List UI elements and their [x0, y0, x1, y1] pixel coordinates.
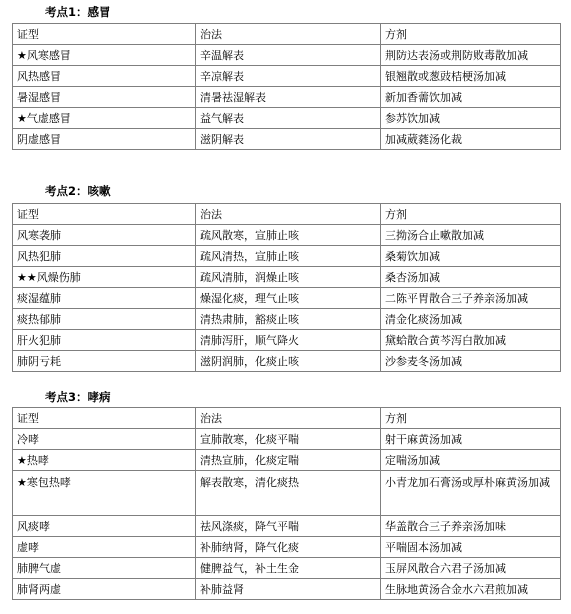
column-header: 方剂 [381, 24, 561, 45]
table-body [13, 204, 561, 372]
syndrome-cell: 肺肾两虚 [13, 579, 196, 600]
formula-cell: 荆防达表汤或荆防败毒散加减 [381, 45, 561, 66]
table-header-row [13, 24, 561, 45]
formula-cell: 加减葳蕤汤化裁 [381, 129, 561, 150]
column-header: 证型 [13, 408, 196, 429]
column-header: 治法 [196, 204, 381, 225]
treatment-cell: 燥湿化痰，理气止咳 [196, 288, 381, 309]
column-header: 证型 [13, 204, 196, 225]
treatment-cell: 清肺泻肝，顺气降火 [196, 330, 381, 351]
formula-cell: 清金化痰汤加减 [381, 309, 561, 330]
table-body [13, 24, 561, 150]
syndrome-cell: ★气虚感冒 [13, 108, 196, 129]
treatment-cell: 疏风清热，宣肺止咳 [196, 246, 381, 267]
table-row [13, 66, 561, 87]
column-header: 方剂 [381, 408, 561, 429]
table-row [13, 45, 561, 66]
syndrome-cell: 风热犯肺 [13, 246, 196, 267]
syndrome-cell: 风寒袭肺 [13, 225, 196, 246]
table-row [13, 309, 561, 330]
treatment-cell: 祛风涤痰，降气平喘 [196, 516, 381, 537]
formula-cell: 玉屏风散合六君子汤加减 [381, 558, 561, 579]
formula-cell: 黛蛤散合黄芩泻白散加减 [381, 330, 561, 351]
table-row [13, 351, 561, 372]
formula-cell: 平喘固本汤加减 [381, 537, 561, 558]
formula-cell: 新加香薷饮加减 [381, 87, 561, 108]
table-row [13, 330, 561, 351]
syndrome-cell: 阴虚感冒 [13, 129, 196, 150]
column-header: 证型 [13, 24, 196, 45]
table-header-row [13, 408, 561, 429]
treatment-cell: 滋阴润肺，化痰止咳 [196, 351, 381, 372]
section-title-asthma: 考点3：哮病 [45, 390, 111, 404]
table-row [13, 225, 561, 246]
syndrome-cell: 冷哮 [13, 429, 196, 450]
table-row [13, 129, 561, 150]
table-body [13, 408, 561, 600]
treatment-cell: 解表散寒，清化痰热 [196, 471, 381, 516]
formula-cell: 华盖散合三子养亲汤加味 [381, 516, 561, 537]
table-asthma [12, 407, 561, 600]
formula-cell: 沙参麦冬汤加减 [381, 351, 561, 372]
table-row [13, 108, 561, 129]
treatment-cell: 清热宣肺，化痰定喘 [196, 450, 381, 471]
treatment-cell: 辛凉解表 [196, 66, 381, 87]
table-row [13, 288, 561, 309]
column-header: 方剂 [381, 204, 561, 225]
table-row [13, 87, 561, 108]
treatment-cell: 益气解表 [196, 108, 381, 129]
table-row [13, 579, 561, 600]
treatment-cell: 清热肃肺，豁痰止咳 [196, 309, 381, 330]
table-row [13, 267, 561, 288]
syndrome-cell: 虚哮 [13, 537, 196, 558]
syndrome-cell: ★热哮 [13, 450, 196, 471]
table-cold [12, 23, 561, 150]
table-row [13, 471, 561, 516]
column-header: 治法 [196, 408, 381, 429]
formula-cell: 二陈平胃散合三子养亲汤加减 [381, 288, 561, 309]
syndrome-cell: ★寒包热哮 [13, 471, 196, 516]
syndrome-cell: 痰湿蕴肺 [13, 288, 196, 309]
table-row [13, 558, 561, 579]
table-row [13, 516, 561, 537]
formula-cell: 三拗汤合止嗽散加减 [381, 225, 561, 246]
syndrome-cell: 风热感冒 [13, 66, 196, 87]
table-row [13, 450, 561, 471]
treatment-cell: 疏风清肺，润燥止咳 [196, 267, 381, 288]
formula-cell: 桑菊饮加减 [381, 246, 561, 267]
treatment-cell: 宣肺散寒，化痰平喘 [196, 429, 381, 450]
formula-cell: 定喘汤加减 [381, 450, 561, 471]
section-title-cold: 考点1：感冒 [45, 5, 111, 19]
syndrome-cell: 痰热郁肺 [13, 309, 196, 330]
table-row [13, 429, 561, 450]
formula-cell: 银翘散或葱豉桔梗汤加减 [381, 66, 561, 87]
formula-cell: 射干麻黄汤加减 [381, 429, 561, 450]
formula-cell: 参苏饮加减 [381, 108, 561, 129]
section-title-cough: 考点2：咳嗽 [45, 184, 111, 198]
syndrome-cell: 肺阴亏耗 [13, 351, 196, 372]
treatment-cell: 补肺纳肾，降气化痰 [196, 537, 381, 558]
formula-cell: 生脉地黄汤合金水六君煎加减 [381, 579, 561, 600]
syndrome-cell: 肝火犯肺 [13, 330, 196, 351]
syndrome-cell: 暑湿感冒 [13, 87, 196, 108]
syndrome-cell: ★★风燥伤肺 [13, 267, 196, 288]
treatment-cell: 健脾益气，补土生金 [196, 558, 381, 579]
treatment-cell: 辛温解表 [196, 45, 381, 66]
treatment-cell: 补肺益肾 [196, 579, 381, 600]
treatment-cell: 清暑祛湿解表 [196, 87, 381, 108]
column-header: 治法 [196, 24, 381, 45]
treatment-cell: 疏风散寒，宣肺止咳 [196, 225, 381, 246]
table-row [13, 537, 561, 558]
syndrome-cell: ★风寒感冒 [13, 45, 196, 66]
syndrome-cell: 风痰哮 [13, 516, 196, 537]
treatment-cell: 滋阴解表 [196, 129, 381, 150]
syndrome-cell: 肺脾气虚 [13, 558, 196, 579]
table-row [13, 246, 561, 267]
table-header-row [13, 204, 561, 225]
formula-cell: 小青龙加石膏汤或厚朴麻黄汤加减 [381, 471, 561, 516]
table-cough [12, 203, 561, 372]
formula-cell: 桑杏汤加减 [381, 267, 561, 288]
